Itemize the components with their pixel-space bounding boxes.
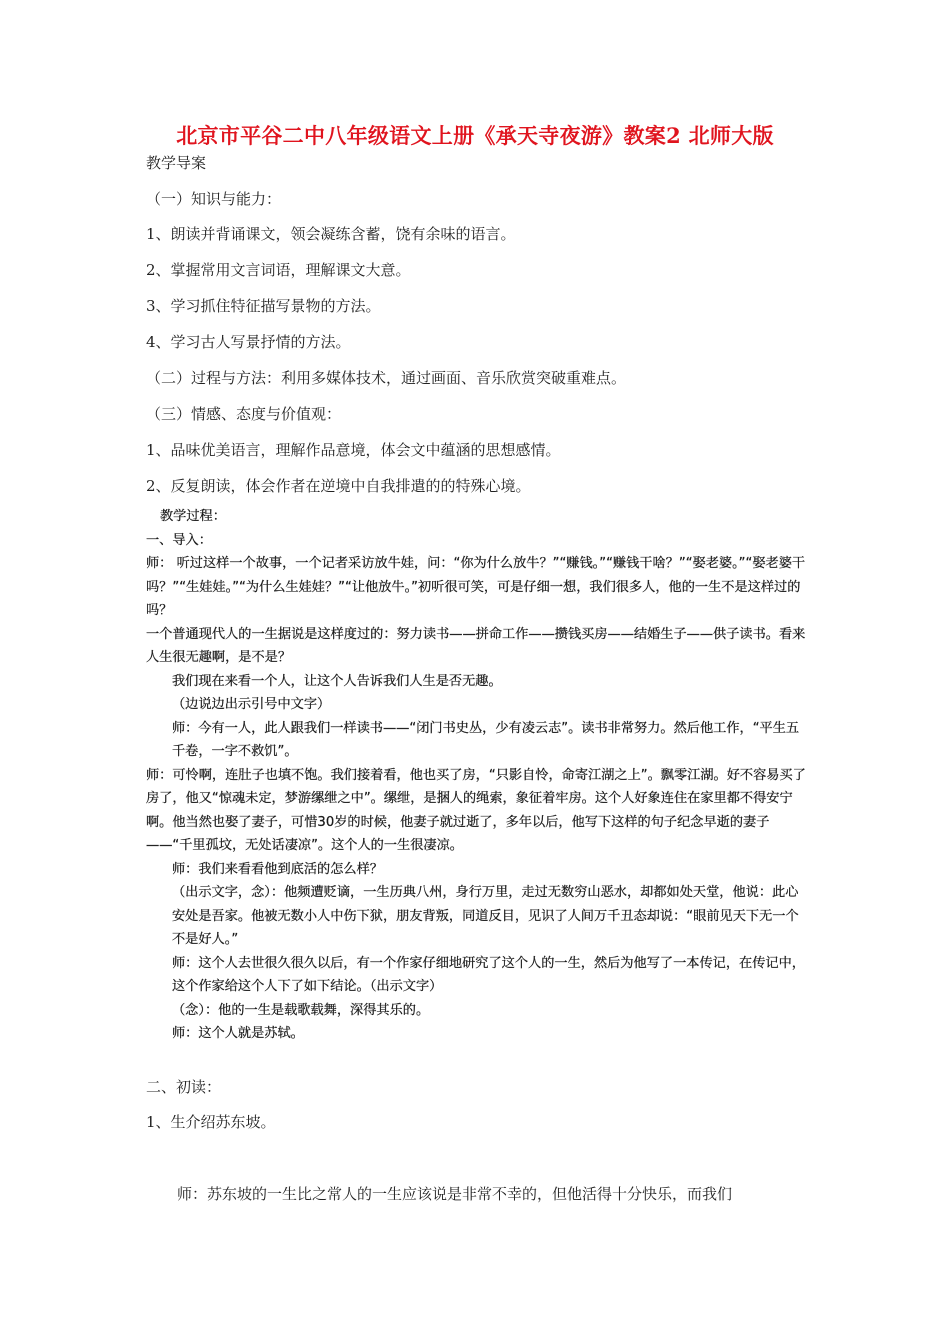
scanned-process-block [146,505,806,1046]
body-paragraph: 师：苏东坡的一生比之常人的一生应该说是非常不幸的，但他活得十分快乐，而我们 [177,1185,733,1203]
process-paragraph: 师：可怜啊，连肚子也填不饱。我们接着看，他也买了房，“只影自怜，命寄江湖之上”。飘零江湖。好不容易买了房了，他又“惊魂未定，梦游缧绁之中”。缧绁，是捆人的绳索，象征着牢房。这个人好象连住在家里都不得安宁啊。他当然也娶了妻子，可惜30岁的时候，他妻子就过逝了，多年以后，他写下这样的句子纪念早逝的妻子——“千里孤坟，无处话凄凉”。这个人的一生很凄凉。 [146,767,806,853]
objective-line: 2、反复朗读，体会作者在逆境中自我排遣的的特殊心境。 [146,477,531,495]
process-paragraph: 师： 听过这样一个故事，一个记者采访放牛娃，问：“你为什么放牛？”“赚钱。”“赚钱干啥？”“娶老婆。”“娶老婆干吗？”“生娃娃。”“为什么生娃娃？”“让他放牛。”初听很可笑，可是仔细一想，我们很多人，他的一生不是这样过的吗？ [146,556,806,618]
objective-line: 2、掌握常用文言词语，理解课文大意。 [146,261,411,279]
section-heading: 二、初读： [146,1078,222,1096]
process-paragraph: 师：这个人去世很久很久以后，有一个作家仔细地研究了这个人的一生，然后为他写了一本传记，在传记中，这个作家给这个人下了如下结论。（出示文字） [172,955,805,994]
process-paragraph: 师：这个人就是苏轼。 [172,1026,304,1041]
process-paragraph: （出示文字，念）：他频遭贬谪，一生历典八州，身行万里，走过无数穷山恶水，却都如处天堂，他说：此心安处是吾家。他被无数小人中伤下狱，朋友背叛，同道反目，见识了人间万千丑态却说：“眼前见天下无一个不是好人。” [172,885,799,947]
objective-line: （三）情感、态度与价值观： [146,405,342,423]
document-subtitle: 教学导案 [146,154,207,172]
objective-line: 1、品味优美语言，理解作品意境，体会文中蕴涵的思想感情。 [146,441,561,459]
intro-label: 一、导入： [146,532,212,548]
process-paragraph: 师：我们来看看他到底活的怎么样？ [172,861,383,877]
objective-line: 4、学习古人写景抒情的方法。 [146,333,351,351]
process-paragraph: 一个普通现代人的一生据说是这样度过的：努力读书——拼命工作——攒钱买房——结婚生子——供子读书。看来人生很无趣啊，是不是？ [146,626,806,665]
process-paragraph: （边说边出示引号中文字） [172,697,331,712]
objective-line: 1、朗读并背诵课文，领会凝练含蓄，饶有余味的语言。 [146,225,516,243]
process-paragraph: 师：今有一人，此人跟我们一样读书——“闭门书史丛，少有凌云志”。读书非常努力。然后他工作，“平生五千卷，一字不救饥”。 [172,720,800,759]
document-title: 北京市平谷二中八年级语文上册《承天寺夜游》教案2 北师大版 [176,123,774,148]
objective-line: （二）过程与方法：利用多媒体技术，通过画面、音乐欣赏突破重难点。 [146,369,627,387]
process-heading: 教学过程： [160,509,226,524]
process-paragraph: （念）：他的一生是载歌载舞，深得其乐的。 [172,1002,430,1018]
process-paragraph: 我们现在来看一个人，让这个人告诉我们人生是否无趣。 [172,673,502,689]
objective-line: 3、学习抓住特征描写景物的方法。 [146,297,381,315]
section-item: 1、生介绍苏东坡。 [146,1113,276,1131]
objective-line: （一）知识与能力： [146,190,282,208]
